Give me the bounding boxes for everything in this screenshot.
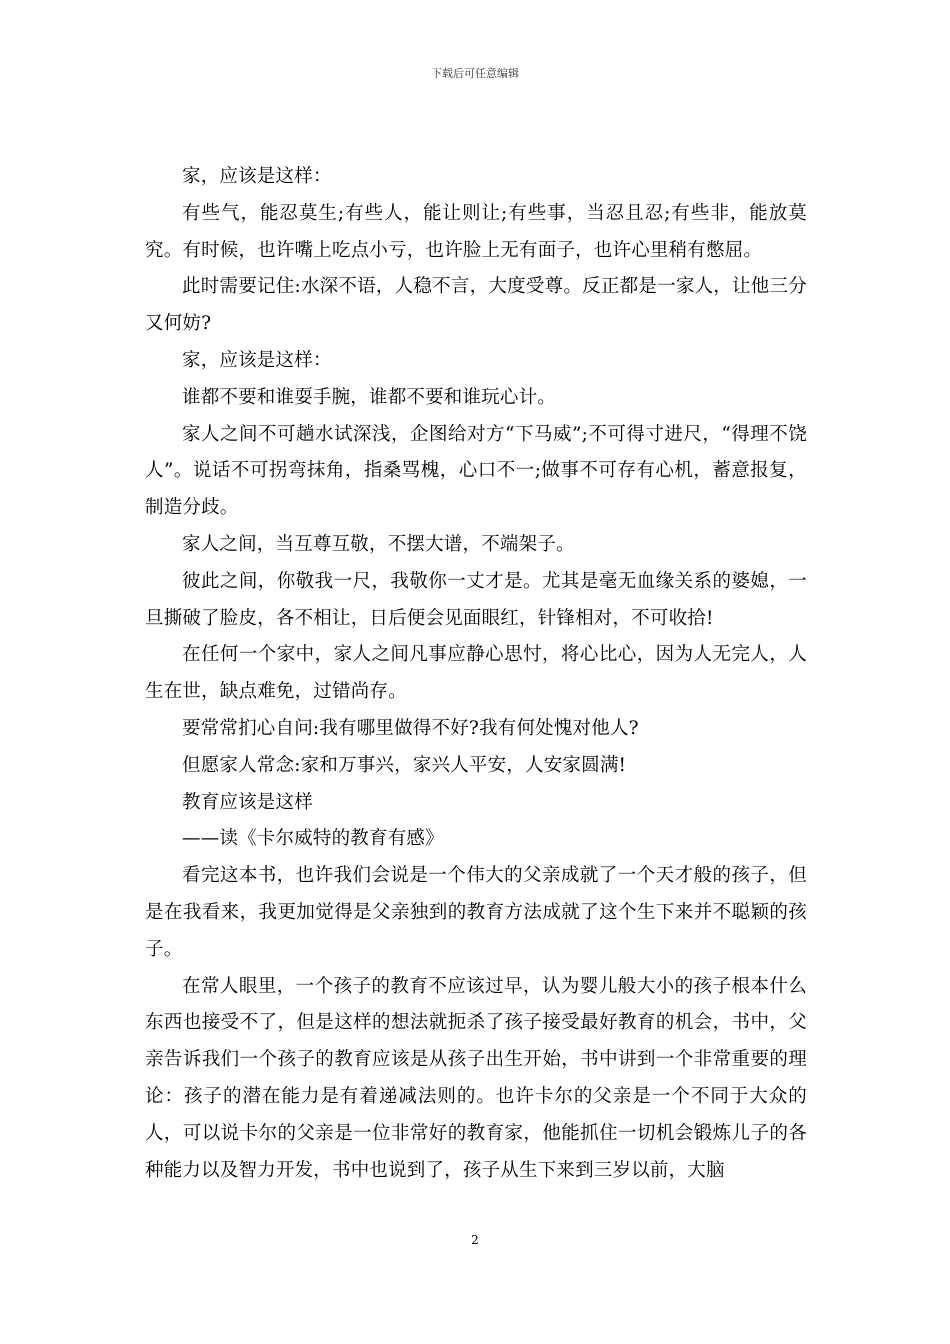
paragraph: 有些气，能忍莫生;有些人，能让则让;有些事，当忍且忍;有些非，能放莫究。有时候，也许嘴上吃点小亏，也许脸上无有面子，也许心里稍有憋屈。 <box>145 202 807 261</box>
document-body <box>145 159 807 1189</box>
paragraph: 要常常扪心自问:我有哪里做得不好?我有何处愧对他人? <box>182 717 639 739</box>
page-header: 下载后可任意编辑 <box>431 67 519 80</box>
paragraph: 家，应该是这样： <box>182 349 332 371</box>
paragraph: 在常人眼里，一个孩子的教育不应该过早，认为婴儿般大小的孩子根本什么东西也接受不了，但是这样的想法就扼杀了孩子接受最好教育的机会，书中，父亲告诉我们一个孩子的教育应该是从孩子出生开始，书中讲到一个非常重要的理论：孩子的潜在能力是有着递减法则的。也许卡尔的父亲是一个不同于大众的人，可以说卡尔的父亲是一位非常好的教育家，他能抓住一切机会锻炼儿子的各种能力以及智力开发，书中也说到了，孩子从生下来到三岁以前，大脑 <box>145 975 807 1181</box>
paragraph: 谁都不要和谁耍手腕，谁都不要和谁玩心计。 <box>182 386 557 408</box>
paragraph: 彼此之间，你敬我一尺，我敬你一丈才是。尤其是毫无血缘关系的婆媳，一旦撕破了脸皮，各不相让，日后便会见面眼红，针锋相对，不可收拾! <box>145 570 807 629</box>
paragraph: 家人之间不可趟水试深浅，企图给对方“下马威”;不可得寸进尺，“得理不饶人”。说话不可拐弯抹角，指桑骂槐，心口不一;做事不可存有心机，蓄意报复，制造分歧。 <box>145 423 807 519</box>
paragraph: 看完这本书，也许我们会说是一个伟大的父亲成就了一个天才般的孩子，但是在我看来，我更加觉得是父亲独到的教育方法成就了这个生下来并不聪颖的孩子。 <box>145 865 807 960</box>
page-number: 2 <box>471 1233 479 1247</box>
paragraph: 此时需要记住:水深不语，人稳不言，大度受尊。反正都是一家人，让他三分又何妨? <box>145 276 807 335</box>
paragraph: 家，应该是这样： <box>182 166 332 187</box>
section-subtitle: ——读《卡尔威特的教育有感》 <box>182 828 444 850</box>
section-title: 教育应该是这样 <box>182 791 313 813</box>
paragraph: 在任何一个家中，家人之间凡事应静心思忖，将心比心，因为人无完人，人生在世，缺点难免，过错尚存。 <box>145 644 807 703</box>
paragraph: 但愿家人常念:家和万事兴，家兴人平安，人安家圆满! <box>182 754 627 776</box>
paragraph: 家人之间，当互尊互敬，不摆大谱，不端架子。 <box>182 533 575 555</box>
